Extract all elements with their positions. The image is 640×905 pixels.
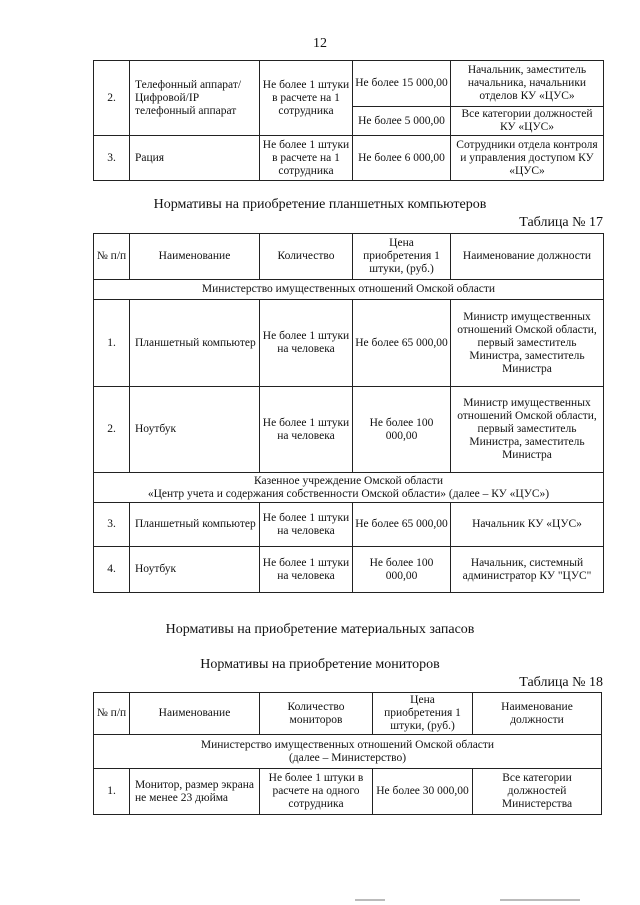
item-quantity: Не более 1 штуки в расчете на 1 сотрудника (260, 136, 353, 181)
page-number: 12 (313, 36, 327, 51)
table-row (94, 547, 604, 593)
group-title-line-1: Казенное учреждение Омской области (254, 474, 443, 487)
row-number: 4. (94, 547, 130, 593)
table-17-label: Таблица № 17 (519, 215, 603, 230)
item-quantity: Не более 1 штуки на человека (260, 300, 353, 387)
row-number: 2. (94, 61, 130, 136)
item-name: Планшетный компьютер (130, 300, 260, 387)
item-position: Начальник, системный администратор КУ "ЦУС" (451, 547, 604, 593)
row-number: 1. (94, 300, 130, 387)
item-price: Не более 5 000,00 (353, 107, 451, 136)
heading-materials: Нормативы на приобретение материальных запасов (165, 622, 475, 637)
item-position: Все категории должностей Министерства (473, 769, 602, 815)
item-quantity: Не более 1 штуки в расчете на 1 сотрудника (260, 61, 353, 136)
heading-table-18: Нормативы на приобретение мониторов (200, 657, 440, 672)
item-price: Не более 100 000,00 (353, 387, 451, 473)
item-price: Не более 65 000,00 (353, 503, 451, 547)
header-name: Наименование (130, 234, 260, 280)
item-position: Сотрудники отдела контроля и управления доступом КУ «ЦУС» (451, 136, 604, 181)
item-position: Начальник КУ «ЦУС» (451, 503, 604, 547)
header-name: Наименование (130, 693, 260, 735)
item-position: Все категории должностей КУ «ЦУС» (451, 107, 604, 136)
header-quantity: Количество мониторов (260, 693, 373, 735)
group-title-line-1: Министерство имущественных отношений Омской области (200, 738, 495, 751)
header-number: № п/п (94, 234, 130, 280)
item-position: Начальник, заместитель начальника, начальники отделов КУ «ЦУС» (451, 61, 604, 107)
group-title-line-2: (далее – Министерство) (288, 751, 407, 764)
group-row (94, 735, 602, 769)
row-number: 2. (94, 387, 130, 473)
table-header-row (94, 693, 602, 735)
header-position: Наименование должности (451, 234, 604, 280)
item-quantity: Не более 1 штуки на человека (260, 547, 353, 593)
table-18 (93, 692, 602, 815)
table-row (94, 769, 602, 815)
group-row (94, 280, 604, 300)
item-quantity: Не более 1 штуки в расчете на одного сотрудника (260, 769, 373, 815)
table-18-label: Таблица № 18 (519, 675, 603, 690)
group-title (94, 473, 604, 503)
item-quantity: Не более 1 штуки на человека (260, 503, 353, 547)
item-price: Не более 100 000,00 (353, 547, 451, 593)
item-position: Министр имущественных отношений Омской области, первый заместитель Министра, заместитель Министра (451, 300, 604, 387)
table-row (94, 136, 604, 181)
group-title (94, 735, 602, 769)
scan-artifact-2 (500, 899, 580, 901)
item-position: Министр имущественных отношений Омской области, первый заместитель Министра, заместитель Министра (451, 387, 604, 473)
header-position: Наименование должности (473, 693, 602, 735)
table-row (94, 61, 604, 107)
heading-table-17: Нормативы на приобретение планшетных компьютеров (153, 197, 487, 212)
row-number: 3. (94, 503, 130, 547)
scan-artifact-1 (355, 899, 385, 901)
item-price: Не более 15 000,00 (353, 61, 451, 107)
table-row (94, 300, 604, 387)
item-quantity: Не более 1 штуки на человека (260, 387, 353, 473)
header-number: № п/п (94, 693, 130, 735)
item-name: Монитор, размер экрана не менее 23 дюйма (130, 769, 260, 815)
header-price: Цена приобретения 1 штуки, (руб.) (373, 693, 473, 735)
item-name: Рация (130, 136, 260, 181)
table-row (94, 503, 604, 547)
group-row (94, 473, 604, 503)
item-name: Ноутбук (130, 387, 260, 473)
item-name: Ноутбук (130, 547, 260, 593)
header-price: Цена приобретения 1 штуки, (руб.) (353, 234, 451, 280)
table-16-continuation (93, 60, 604, 181)
group-title: Министерство имущественных отношений Омской области (94, 280, 604, 300)
row-number: 1. (94, 769, 130, 815)
table-header-row (94, 234, 604, 280)
item-price: Не более 30 000,00 (373, 769, 473, 815)
table-row (94, 387, 604, 473)
item-name: Планшетный компьютер (130, 503, 260, 547)
group-title-line-2: «Центр учета и содержания собственности Омской области» (далее – КУ «ЦУС») (147, 487, 550, 500)
table-17 (93, 233, 604, 593)
header-quantity: Количество (260, 234, 353, 280)
item-price: Не более 6 000,00 (353, 136, 451, 181)
row-number: 3. (94, 136, 130, 181)
item-name: Телефонный аппарат/Цифровой/IP телефонный аппарат (130, 61, 260, 136)
item-price: Не более 65 000,00 (353, 300, 451, 387)
